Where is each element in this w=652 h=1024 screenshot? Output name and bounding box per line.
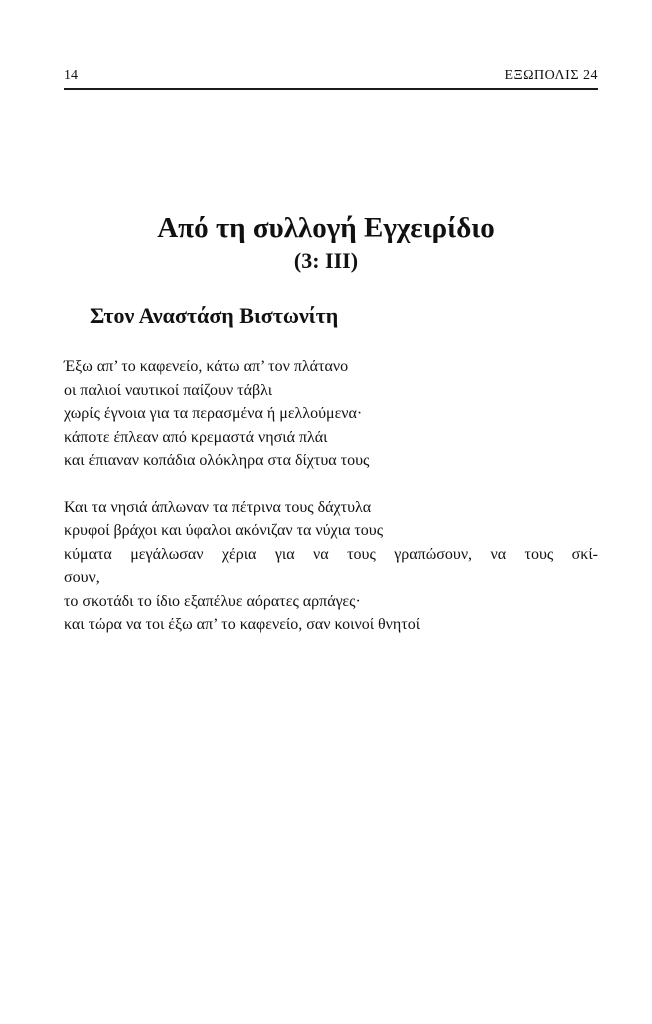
poem-title: Από τη συλλογή Εγχειρίδιο bbox=[157, 212, 495, 244]
poem-line: οι παλιοί ναυτικοί παίζουν τάβλι bbox=[64, 381, 272, 399]
page-header bbox=[64, 66, 598, 90]
poem-line: κύματα μεγάλωσαν χέρια για να τους γραπώσουν, να τους σκί- bbox=[64, 545, 598, 563]
poem-line: Έξω απ’ το καφενείο, κάτω απ’ τον πλάτανο bbox=[64, 358, 349, 375]
poem-line: και έπιαναν κοπάδια ολόκληρα στα δίχτυα τους bbox=[64, 452, 370, 469]
poem-line: κάποτε έπλεαν από κρεμαστά νησιά πλάι bbox=[64, 428, 328, 446]
poem-line: σουν, bbox=[64, 569, 100, 586]
page-number: 14 bbox=[64, 68, 78, 83]
running-head: ΕΞΩΠΟΛΙΣ 24 bbox=[504, 68, 598, 83]
poem-line: Και τα νησιά άπλωναν τα πέτρινα τους δάχτυλα bbox=[64, 498, 372, 516]
poem-line: κρυφοί βράχοι και ύφαλοι ακόνιζαν τα νύχια τους bbox=[64, 522, 384, 539]
poem-line: χωρίς έγνοια για τα περασμένα ή μελλούμενα· bbox=[64, 405, 363, 422]
poem-body bbox=[64, 355, 598, 660]
stanza-2 bbox=[64, 496, 598, 637]
poem-subtitle: (3: III) bbox=[293, 248, 359, 273]
poem-line: και τώρα να τοι έξω απ’ το καφενείο, σαν κοινοί θνητοί bbox=[64, 616, 421, 633]
poem-dedication: Στον Αναστάση Βιστωνίτη bbox=[90, 303, 339, 328]
stanza-1 bbox=[64, 355, 598, 473]
poem-line: το σκοτάδι το ίδιο εξαπέλυε αόρατες αρπάγες· bbox=[64, 592, 361, 610]
